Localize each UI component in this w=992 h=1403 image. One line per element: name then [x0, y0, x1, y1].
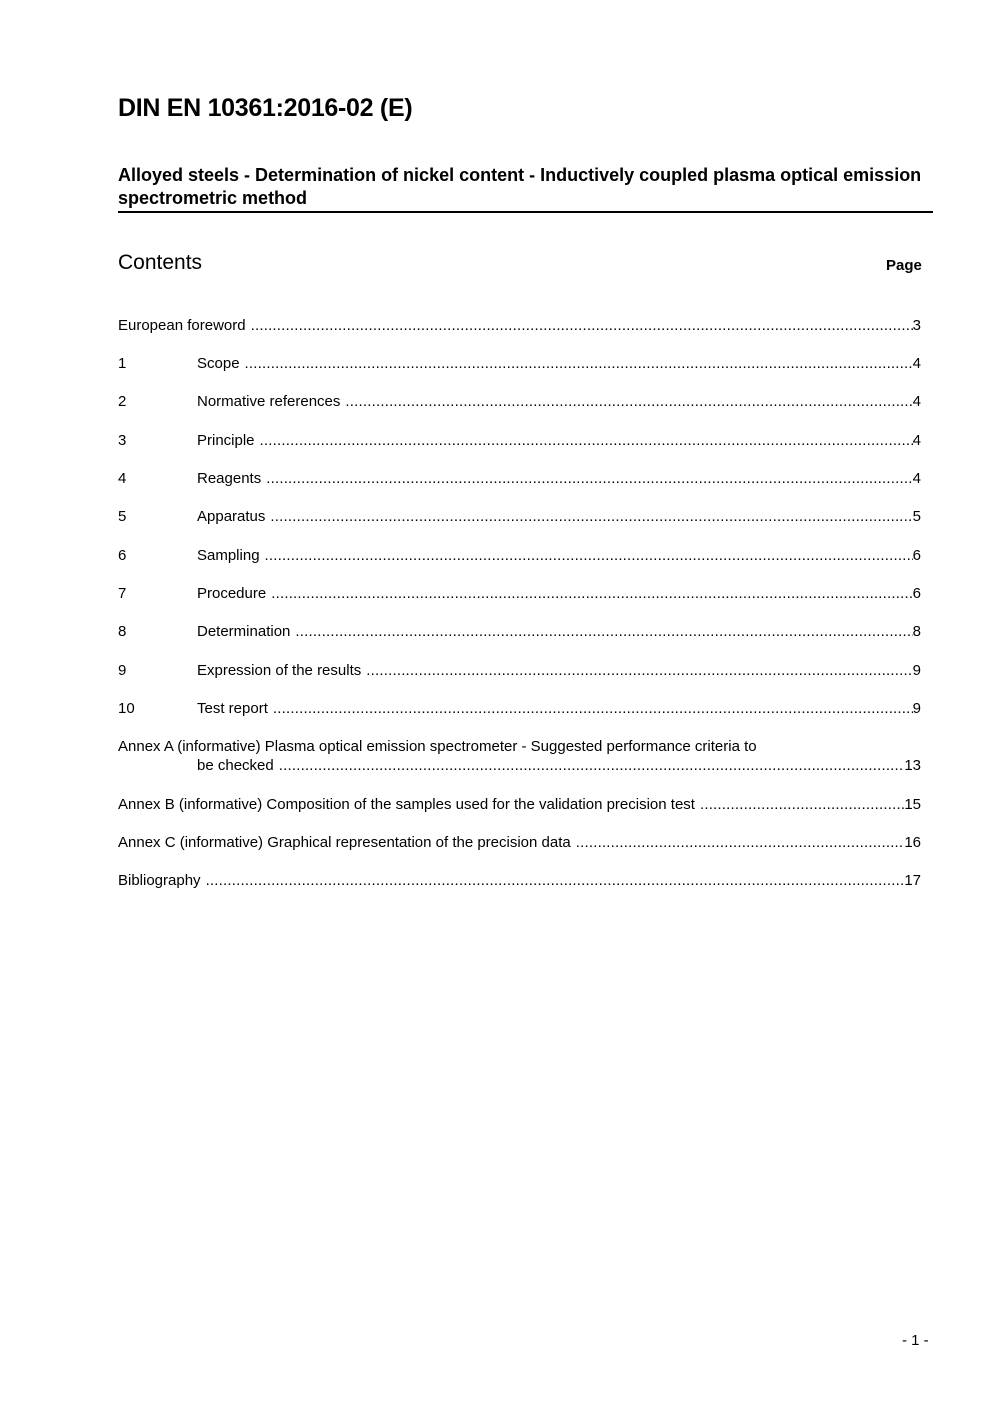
- toc-entry-title: Sampling: [197, 547, 260, 564]
- toc-entry-number: 2: [118, 393, 127, 410]
- toc-leader-dots: [266, 469, 912, 488]
- toc-leader-dots: [260, 431, 913, 450]
- table-of-contents: [118, 0, 921, 1403]
- toc-entry-number: 6: [118, 547, 127, 564]
- toc-entry-title: Principle: [197, 432, 255, 449]
- toc-entry-annex-a-line1[interactable]: Annex A (informative) Plasma optical emission spectrometer - Suggested performance criteria to: [118, 738, 757, 755]
- toc-entry-page: 4: [912, 470, 921, 487]
- toc-entry-sampling[interactable]: [118, 546, 921, 565]
- toc-entry-page: 5: [912, 508, 921, 525]
- toc-entry-annex-c[interactable]: [118, 833, 921, 852]
- toc-entry-title: be checked: [197, 757, 274, 774]
- toc-entry-title: Normative references: [197, 393, 341, 410]
- toc-entry-page: 4: [912, 355, 921, 372]
- toc-entry-page: 13: [904, 757, 921, 774]
- toc-entry-title: Apparatus: [197, 508, 266, 525]
- toc-leader-dots: [345, 392, 912, 411]
- toc-leader-dots: [366, 661, 912, 680]
- page-column-heading: Page: [886, 257, 922, 274]
- toc-entry-principle[interactable]: [118, 431, 921, 450]
- toc-leader-dots: [271, 584, 912, 603]
- toc-entry-european-foreword[interactable]: [118, 316, 921, 335]
- toc-entry-title: Reagents: [197, 470, 262, 487]
- toc-entry-number: 7: [118, 585, 127, 602]
- toc-entry-bibliography[interactable]: [118, 871, 921, 890]
- toc-entry-title: Test report: [197, 700, 268, 717]
- toc-entry-annex-b[interactable]: [118, 795, 921, 814]
- toc-entry-procedure[interactable]: [118, 584, 921, 603]
- toc-entry-title: Expression of the results: [197, 662, 362, 679]
- toc-leader-dots: [273, 699, 913, 718]
- toc-entry-page: 9: [912, 662, 921, 679]
- toc-entry-page: 6: [912, 547, 921, 564]
- toc-entry-page: 15: [904, 796, 921, 813]
- toc-entry-title: Bibliography: [118, 872, 201, 889]
- toc-entry-number: 4: [118, 470, 127, 487]
- toc-entry-apparatus[interactable]: [118, 507, 921, 526]
- toc-entry-determination[interactable]: [118, 622, 921, 641]
- toc-entry-annex-a[interactable]: [118, 756, 921, 775]
- contents-heading: Contents: [118, 251, 203, 274]
- toc-leader-dots: [576, 833, 905, 852]
- toc-leader-dots: [270, 507, 912, 526]
- toc-entry-page: 17: [904, 872, 921, 889]
- toc-entry-number: 10: [118, 700, 135, 717]
- toc-entry-title: Scope: [197, 355, 240, 372]
- toc-entry-page: 3: [912, 317, 921, 334]
- toc-leader-dots: [265, 546, 913, 565]
- toc-leader-dots: [279, 756, 905, 775]
- toc-entry-expression-of-results[interactable]: [118, 661, 921, 680]
- toc-entry-page: 16: [904, 834, 921, 851]
- toc-entry-title: Annex C (informative) Graphical representation of the precision data: [118, 834, 571, 851]
- toc-leader-dots: [251, 316, 913, 335]
- document-title: Alloyed steels - Determination of nickel content - Inductively coupled plasma optical emission spectrometric method: [118, 164, 933, 213]
- toc-entry-page: 6: [912, 585, 921, 602]
- toc-entry-number: 8: [118, 623, 127, 640]
- toc-entry-normative-references[interactable]: [118, 392, 921, 411]
- toc-entry-title: Procedure: [197, 585, 267, 602]
- toc-leader-dots: [295, 622, 912, 641]
- toc-entry-page: 4: [912, 393, 921, 410]
- toc-entry-number: 5: [118, 508, 127, 525]
- toc-entry-number: 9: [118, 662, 127, 679]
- toc-entry-reagents[interactable]: [118, 469, 921, 488]
- toc-leader-dots: [245, 354, 913, 373]
- toc-entry-scope[interactable]: [118, 354, 921, 373]
- toc-entry-page: 9: [912, 700, 921, 717]
- toc-entry-title: Annex B (informative) Composition of the samples used for the validation precision test: [118, 796, 695, 813]
- toc-leader-dots: [206, 871, 905, 890]
- toc-entry-number: 3: [118, 432, 127, 449]
- toc-entry-title: European foreword: [118, 317, 246, 334]
- document-id: DIN EN 10361:2016-02 (E): [118, 94, 413, 122]
- footer-page-number: - 1 -: [902, 1332, 929, 1349]
- toc-entry-page: 4: [912, 432, 921, 449]
- toc-entry-number: 1: [118, 355, 127, 372]
- toc-leader-dots: [700, 795, 904, 814]
- toc-entry-title: Determination: [197, 623, 291, 640]
- toc-entry-test-report[interactable]: [118, 699, 921, 718]
- toc-entry-page: 8: [912, 623, 921, 640]
